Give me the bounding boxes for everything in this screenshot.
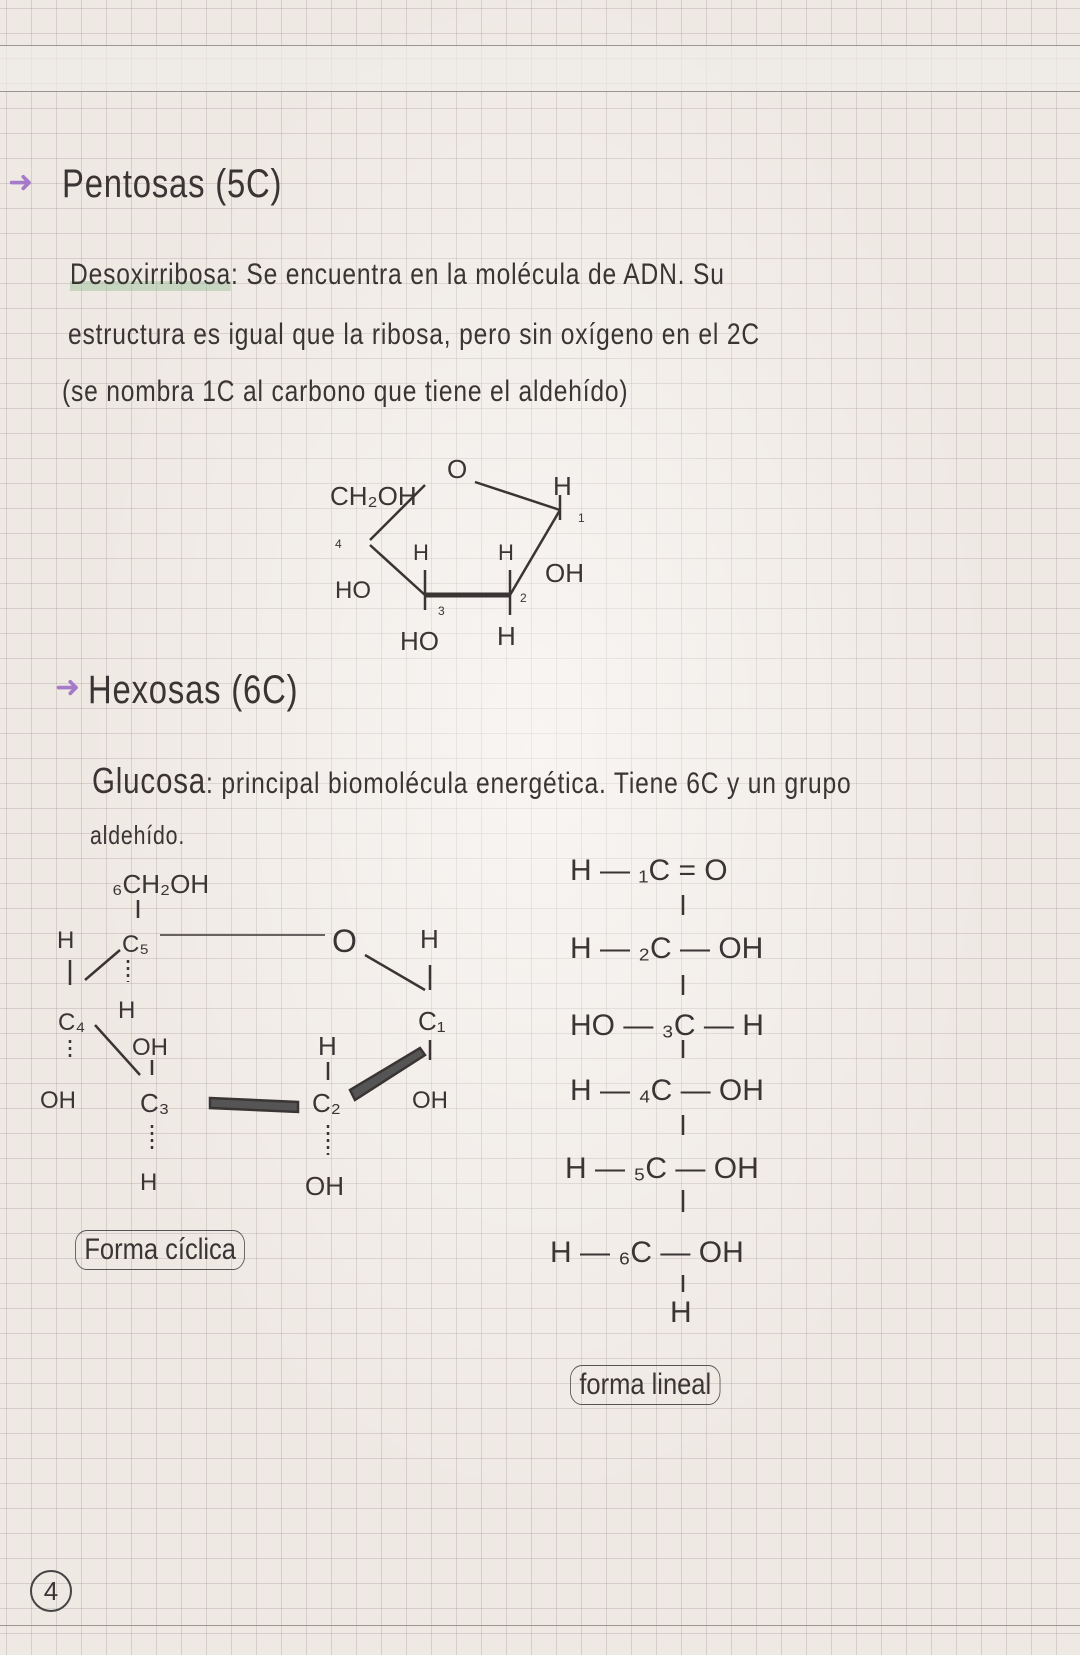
glucose-c3: C₃ <box>140 1088 170 1118</box>
deoxy-h2: H <box>497 621 516 651</box>
deoxy-h3top: H <box>413 540 429 565</box>
glucose-h-c2: H <box>318 1031 337 1061</box>
linear-row-4: H — ₄C — OH <box>570 1074 764 1107</box>
glucose-c1: C₁ <box>418 1006 446 1036</box>
glucose-o: O <box>332 923 357 959</box>
linear-row-3: HO — ₃C — H <box>570 1009 764 1042</box>
desoxirribosa-term: Desoxirribosa <box>70 258 232 291</box>
deoxy-ho3: HO <box>400 626 439 656</box>
deoxy-ho4: HO <box>335 577 371 604</box>
deoxy-n1: 1 <box>578 511 585 525</box>
deoxy-n4: 4 <box>335 537 342 551</box>
desoxirribosa-line2: estructura es igual que la ribosa, pero sin oxígeno en el 2C <box>68 318 760 351</box>
deoxy-n3: 3 <box>438 604 445 618</box>
glucose-h-c4: H <box>57 927 75 954</box>
desoxirribosa-text: : Se encuentra en la molécula de ADN. Su <box>231 258 725 291</box>
arrow-icon: ➜ <box>8 166 34 199</box>
deoxy-o: O <box>447 454 468 484</box>
pentoses-heading: Pentosas (5C) <box>62 162 283 206</box>
linear-row-6: H — ₆C — OH <box>550 1236 744 1269</box>
glucosa-term: Glucosa <box>92 760 207 801</box>
glucose-c2: C₂ <box>312 1088 341 1118</box>
glucose-h-c3: H <box>140 1169 158 1196</box>
linear-form-label: forma lineal <box>570 1365 721 1405</box>
glucose-h-c5: H <box>118 997 136 1024</box>
linear-bottom-h: H <box>670 1296 692 1329</box>
deoxy-oh1: OH <box>545 558 584 588</box>
deoxy-h1: H <box>553 471 572 501</box>
glucose-c5: C₅ <box>122 931 149 958</box>
deoxy-n2: 2 <box>520 591 527 605</box>
glucose-c4: C₄ <box>58 1009 86 1036</box>
glucose-oh-c4: OH <box>40 1087 76 1114</box>
glucose-ch2oh: ₆CH₂OH <box>112 869 210 899</box>
linear-row-5: H — ₅C — OH <box>565 1152 759 1185</box>
page-number: 4 <box>30 1570 72 1612</box>
glucosa-line2: aldehído. <box>90 820 186 850</box>
hexoses-heading: Hexosas (6C) <box>88 668 299 712</box>
glucosa-text: : principal biomolécula energética. Tiene 6C y un grupo <box>206 767 852 800</box>
linear-row-1: H — ₁C = O <box>570 854 728 887</box>
glucose-oh-c2: OH <box>305 1171 344 1201</box>
desoxirribosa-line3: (se nombra 1C al carbono que tiene el aldehído) <box>62 375 629 408</box>
deoxy-h2top: H <box>498 540 514 565</box>
glucose-oh-c1: OH <box>412 1087 448 1114</box>
deoxy-ch2oh: CH₂OH <box>330 481 417 511</box>
linear-row-2: H — ₂C — OH <box>570 932 764 965</box>
glucose-oh-c3: OH <box>132 1034 168 1061</box>
arrow-icon: ➜ <box>55 671 81 704</box>
cyclic-form-label: Forma cíclica <box>75 1230 245 1270</box>
glucose-h-c1: H <box>420 924 439 954</box>
